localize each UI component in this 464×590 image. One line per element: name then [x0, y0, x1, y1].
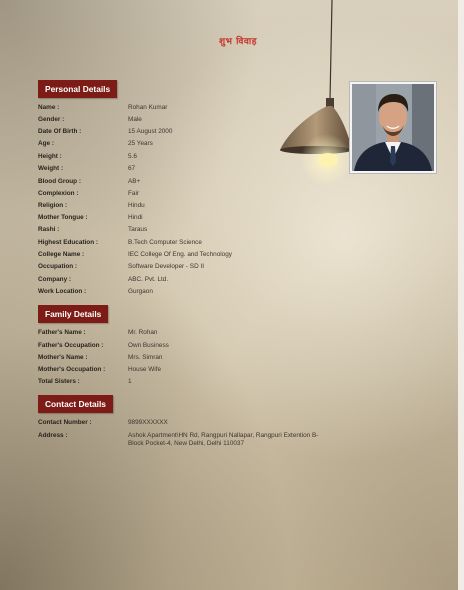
detail-label: Complexion : — [38, 190, 79, 197]
detail-value: 15 August 2000 — [128, 128, 173, 135]
detail-value: 5.6 — [128, 153, 137, 160]
detail-value: Hindi — [128, 214, 143, 221]
address-value: Ashok Apartment\HN Rd, Rangpuri Nallapar, Rangpuri Extention B-Block Pocket-4, New Delhi, Delhi 110037 — [128, 432, 319, 448]
detail-value: Software Developer - SD II — [128, 263, 205, 270]
detail-value: Mrs. Simran — [128, 354, 163, 361]
detail-value: House Wife — [128, 366, 162, 373]
detail-label: Mother Tongue : — [38, 214, 88, 221]
detail-value: Rohan Kumar — [128, 104, 168, 111]
page-edge — [458, 0, 464, 590]
detail-label: Gender : — [38, 116, 65, 123]
detail-value: Fair — [128, 190, 140, 197]
detail-label: Work Location : — [38, 288, 87, 295]
detail-value: IEC College Of Eng. and Technology — [128, 251, 232, 258]
detail-label: Mother's Name : — [38, 354, 88, 361]
detail-label: Blood Group : — [38, 178, 81, 185]
detail-value: 25 Years — [128, 140, 153, 147]
contact-details-header: Contact Details — [38, 395, 113, 413]
detail-value: ABC. Pvt. Ltd. — [128, 276, 169, 283]
detail-value: Taraus — [128, 226, 148, 233]
detail-label: Age : — [38, 140, 54, 147]
detail-label: Religion : — [38, 202, 68, 209]
hanging-lamp-icon — [270, 0, 360, 190]
detail-label: Date Of Birth : — [38, 128, 82, 135]
detail-label: Address : — [38, 432, 68, 439]
detail-label: Highest Education : — [38, 239, 99, 246]
detail-label: College Name : — [38, 251, 85, 258]
detail-label: Father's Name : — [38, 329, 86, 336]
detail-value: Hindu — [128, 202, 145, 209]
profile-photo-image — [352, 84, 434, 171]
detail-label: Name : — [38, 104, 60, 111]
detail-value: Male — [128, 116, 142, 123]
profile-photo — [349, 81, 437, 174]
detail-value: B.Tech Computer Science — [128, 239, 202, 246]
detail-value: AB+ — [128, 178, 141, 185]
detail-label: Height : — [38, 153, 62, 160]
detail-label: Mother's Occupation : — [38, 366, 106, 373]
detail-label: Rashi : — [38, 226, 60, 233]
family-details-header: Family Details — [38, 305, 108, 323]
detail-value: 67 — [128, 165, 136, 172]
detail-label: Occupation : — [38, 263, 78, 270]
detail-label: Company : — [38, 276, 72, 283]
contact-number-value: 9899XXXXXX — [128, 419, 168, 426]
detail-label: Weight : — [38, 165, 64, 172]
detail-value: 1 — [128, 378, 132, 385]
detail-value: Own Business — [128, 342, 169, 349]
personal-details-header: Personal Details — [38, 80, 117, 98]
detail-label: Father's Occupation : — [38, 342, 104, 349]
wedding-logo: शुभ विवाह — [218, 37, 258, 47]
detail-value: Mr. Rohan — [128, 329, 158, 336]
detail-label: Contact Number : — [38, 419, 92, 426]
detail-label: Total Sisters : — [38, 378, 80, 385]
detail-value: Gurgaon — [128, 288, 153, 295]
